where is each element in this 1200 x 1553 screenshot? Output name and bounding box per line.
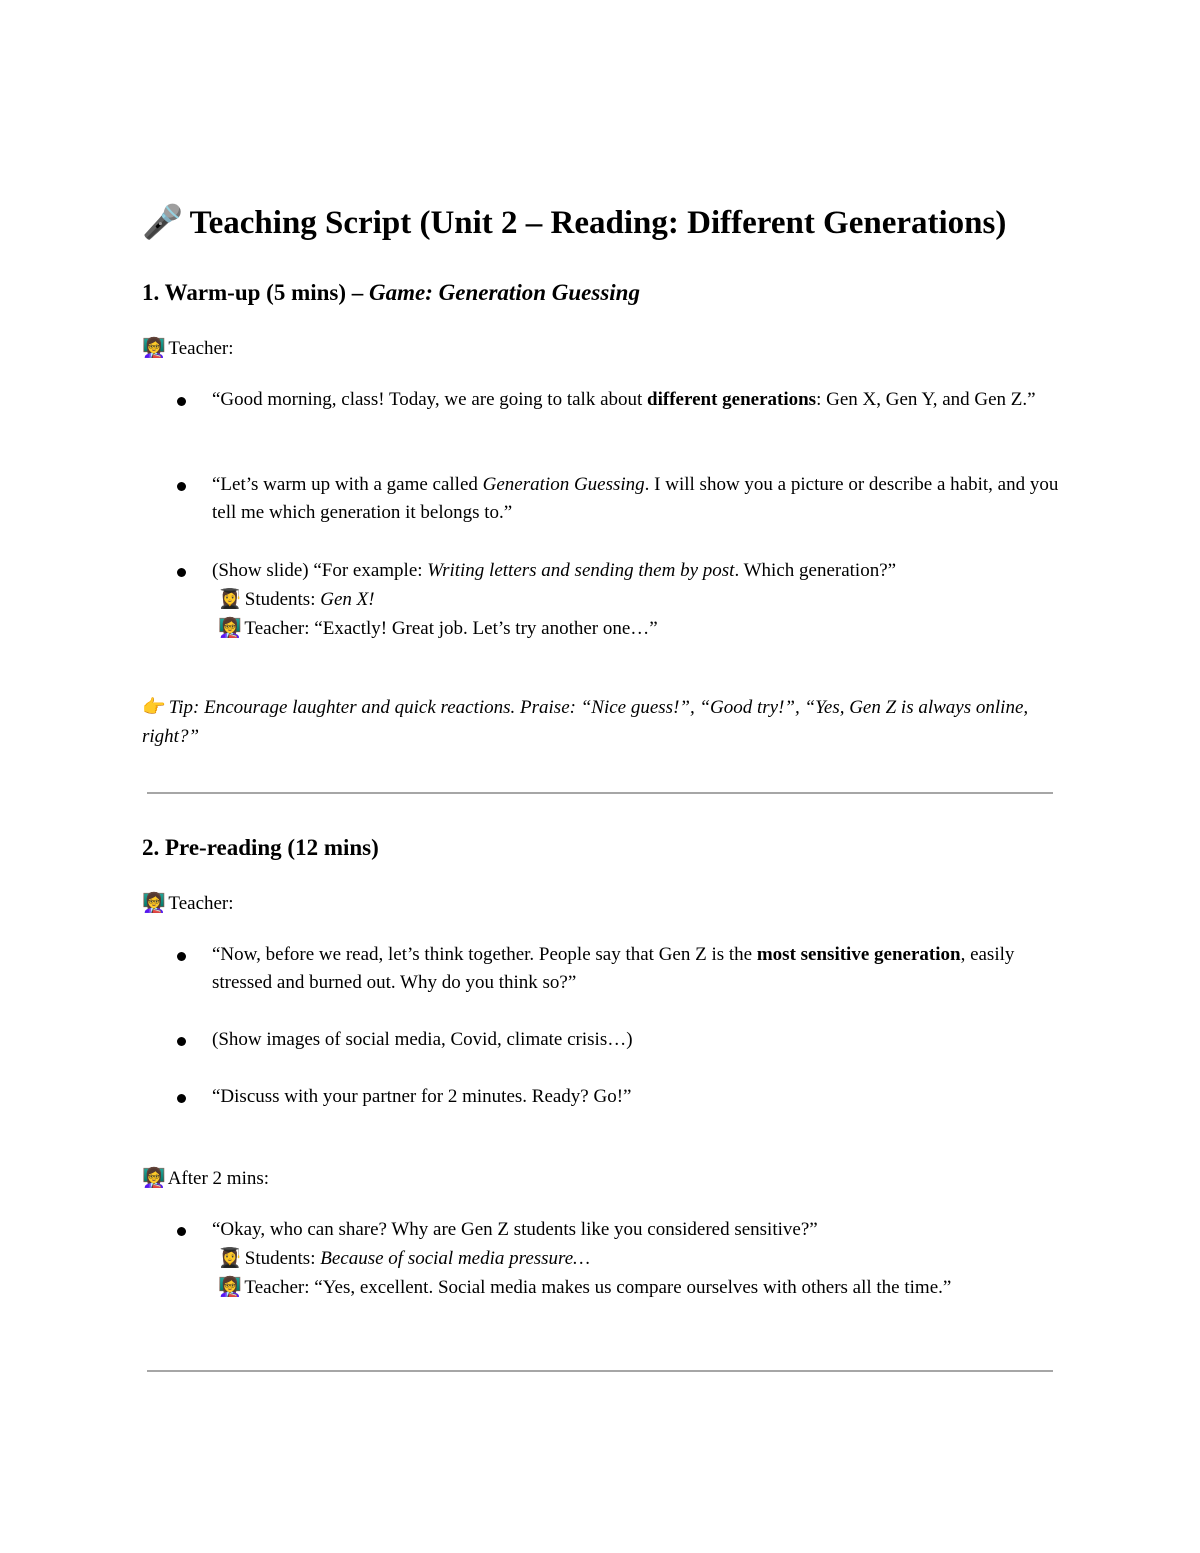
section1-bullet-3 bbox=[212, 557, 1062, 643]
section2-teacher-label bbox=[142, 889, 234, 918]
section1-heading-game: Game: Generation Guessing bbox=[369, 280, 640, 305]
teacher-response-line bbox=[212, 614, 1062, 643]
student-label: Students: bbox=[244, 589, 321, 610]
student-response-line bbox=[212, 585, 1062, 614]
section-divider bbox=[147, 792, 1053, 794]
bullet-dot-icon bbox=[177, 568, 186, 577]
student-answer: Because of social media pressure… bbox=[320, 1248, 591, 1269]
bullet-italic-text: Generation Guessing bbox=[482, 474, 645, 495]
bullet-text-part: “Okay, who can share? Why are Gen Z students like you considered sensitive?” bbox=[212, 1219, 818, 1240]
bullet-text-part: “Now, before we read, let’s think together. People say that Gen Z is the bbox=[212, 944, 757, 965]
section2-bullet-4 bbox=[212, 1216, 1062, 1302]
section2-bullet-3 bbox=[212, 1083, 1062, 1111]
bullet-text-part: , easily stressed and burned out. Why do you think so?” bbox=[212, 944, 1015, 993]
bullet-italic-text: Writing letters and sending them by post bbox=[427, 560, 735, 581]
bullet-text-part: “Good morning, class! Today, we are going to talk about bbox=[212, 389, 648, 410]
teacher-icon: 👩‍🏫 bbox=[142, 1167, 166, 1189]
student-icon: 👩‍🎓 bbox=[218, 588, 242, 610]
student-answer: Gen X! bbox=[320, 589, 375, 610]
student-icon: 👩‍🎓 bbox=[218, 1247, 242, 1269]
teacher-icon: 👩‍🏫 bbox=[142, 892, 166, 914]
teacher-icon: 👩‍🏫 bbox=[142, 337, 166, 359]
after-label bbox=[142, 1164, 269, 1193]
document-title bbox=[142, 202, 1006, 242]
student-label: Students: bbox=[244, 1248, 321, 1269]
teacher-label-text: Teacher: bbox=[168, 338, 234, 359]
section2-heading-text: 2. Pre-reading (12 mins) bbox=[142, 835, 379, 860]
bullet-bold-text: most sensitive generation bbox=[756, 944, 961, 965]
bullet-text-part: “Discuss with your partner for 2 minutes. Ready? Go!” bbox=[212, 1086, 632, 1107]
section2-bullet-1 bbox=[212, 941, 1062, 997]
bullet-dot-icon bbox=[177, 1094, 186, 1103]
section-divider bbox=[147, 1370, 1053, 1372]
student-response-line bbox=[212, 1244, 1062, 1273]
bullet-dot-icon bbox=[177, 397, 186, 406]
teacher-response-text: Teacher: “Yes, excellent. Social media makes us compare ourselves with others all the time.” bbox=[244, 1277, 952, 1298]
teacher-response-text: Teacher: “Exactly! Great job. Let’s try another one…” bbox=[244, 618, 658, 639]
teacher-response-line bbox=[212, 1273, 1062, 1302]
section1-heading-prefix: 1. Warm-up (5 mins) – bbox=[142, 280, 370, 305]
section2-bullet-2 bbox=[212, 1026, 1062, 1054]
pointing-hand-icon: 👉 bbox=[142, 696, 166, 718]
bullet-text-part: : Gen X, Gen Y, and Gen Z.” bbox=[816, 389, 1036, 410]
tip-text: Tip: Encourage laughter and quick reactions. Praise: “Nice guess!”, “Good try!”, “Yes, Gen Z is always online, right?” bbox=[142, 697, 1029, 747]
teacher-icon: 👩‍🏫 bbox=[218, 1276, 242, 1298]
teacher-icon: 👩‍🏫 bbox=[218, 617, 242, 639]
section1-teacher-label bbox=[142, 334, 234, 363]
section1-bullet-2 bbox=[212, 471, 1062, 527]
bullet-text-part: (Show slide) “For example: bbox=[212, 560, 428, 581]
section1-bullet-1 bbox=[212, 386, 1062, 414]
bullet-text-part: (Show images of social media, Covid, climate crisis…) bbox=[212, 1029, 633, 1050]
after-label-text: After 2 mins: bbox=[167, 1168, 270, 1189]
bullet-dot-icon bbox=[177, 952, 186, 961]
bullet-dot-icon bbox=[177, 1227, 186, 1236]
section2-heading bbox=[142, 835, 379, 861]
bullet-dot-icon bbox=[177, 482, 186, 491]
bullet-text-part: . Which generation?” bbox=[734, 560, 897, 581]
teacher-label-text: Teacher: bbox=[168, 893, 234, 914]
tip-paragraph bbox=[142, 693, 1042, 751]
section1-heading bbox=[142, 280, 640, 306]
bullet-dot-icon bbox=[177, 1037, 186, 1046]
title-text: Teaching Script (Unit 2 – Reading: Different Generations) bbox=[189, 205, 1007, 241]
bullet-text-part: . I will show you a picture or describe a habit, and you tell me which generation it belongs to.” bbox=[212, 474, 1059, 523]
microphone-icon: 🎤 bbox=[142, 202, 184, 241]
bullet-text-part: “Let’s warm up with a game called bbox=[212, 474, 483, 495]
bullet-bold-text: different generations bbox=[647, 389, 817, 410]
